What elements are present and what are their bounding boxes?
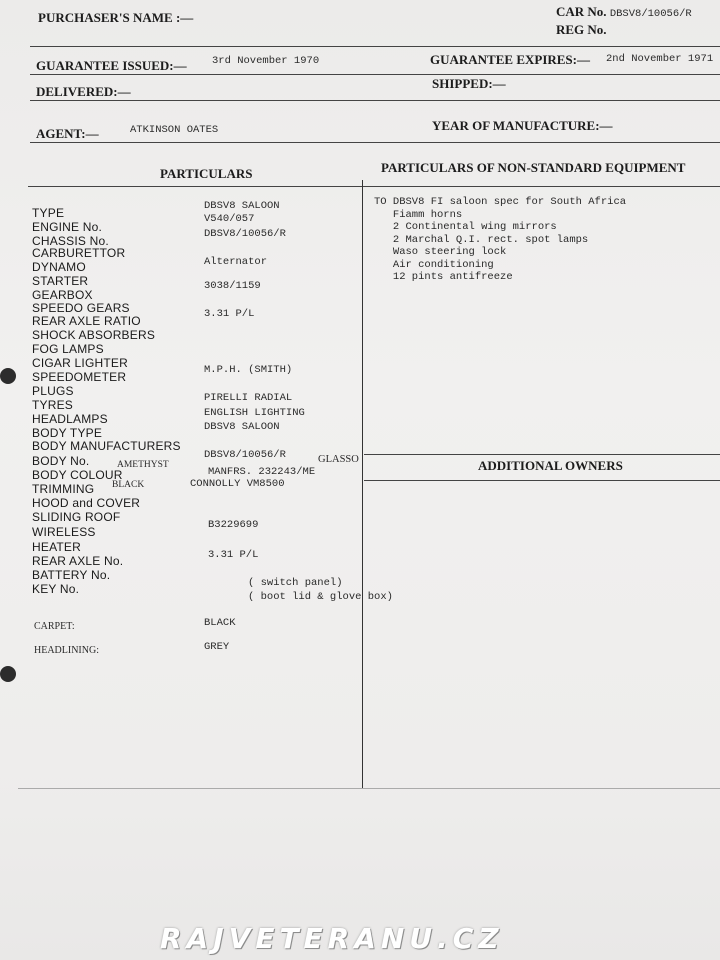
value-gearbox: 3038/1159 bbox=[204, 280, 261, 292]
car-no-value: DBSV8/10056/R bbox=[609, 8, 692, 20]
shipped-label: SHIPPED:— bbox=[432, 76, 506, 91]
rule-1 bbox=[30, 46, 720, 47]
value-engine-no: V540/057 bbox=[204, 213, 255, 225]
non-standard-line: TO DBSV8 FI saloon spec for South Africa bbox=[374, 196, 627, 208]
value-body-colour: MANFRS. 232243/ME bbox=[208, 466, 316, 478]
agent-label: AGENT:— bbox=[36, 126, 99, 141]
value-trimming-black: BLACK bbox=[112, 480, 145, 490]
additional-owners-rule-bottom bbox=[364, 480, 720, 481]
label-key-no: KEY No. bbox=[32, 582, 80, 596]
label-gearbox: GEARBOX bbox=[32, 288, 93, 302]
guarantee-issued-value: 3rd November 1970 bbox=[212, 55, 320, 67]
headlining-value: GREY bbox=[204, 641, 230, 653]
non-standard-list bbox=[374, 196, 626, 284]
label-type: TYPE bbox=[32, 206, 65, 220]
non-standard-line: Air conditioning bbox=[374, 258, 494, 271]
value-speedometer: M.P.H. (SMITH) bbox=[204, 364, 293, 376]
car-no-label-text: CAR No. bbox=[556, 4, 607, 19]
label-chassis-no: CHASSIS No. bbox=[32, 234, 109, 248]
value-rear-axle-ratio: 3.31 P/L bbox=[204, 308, 255, 320]
value-trimming: CONNOLLY VM8500 bbox=[190, 478, 285, 490]
non-standard-heading: PARTICULARS OF NON-STANDARD EQUIPMENT bbox=[381, 160, 686, 175]
purchaser-label: PURCHASER'S NAME :— bbox=[38, 10, 194, 25]
carpet-label: CARPET: bbox=[34, 621, 75, 632]
label-heater: HEATER bbox=[32, 540, 81, 554]
non-standard-line: 2 Marchal Q.I. rect. spot lamps bbox=[374, 233, 589, 246]
value-wireless: B3229699 bbox=[208, 519, 259, 531]
non-standard-line: Waso steering lock bbox=[374, 246, 507, 258]
label-tyres: TYRES bbox=[32, 398, 74, 412]
value-key-no-line1: ( switch panel) bbox=[248, 577, 343, 589]
label-body-no: BODY No. bbox=[32, 454, 90, 468]
reg-no-label: REG No. bbox=[556, 22, 607, 37]
form-bottom-rule bbox=[18, 788, 720, 789]
carpet-value: BLACK bbox=[204, 617, 236, 629]
label-rear-axle-no: REAR AXLE No. bbox=[32, 554, 124, 568]
guarantee-expires-value: 2nd November 1971 bbox=[606, 53, 714, 65]
value-dynamo: Alternator bbox=[204, 256, 268, 268]
additional-owners-heading: ADDITIONAL OWNERS bbox=[478, 458, 623, 473]
label-headlamps: HEADLAMPS bbox=[32, 412, 108, 426]
value-body-type: DBSV8 SALOON bbox=[204, 421, 280, 433]
label-body-colour: BODY COLOUR bbox=[32, 468, 123, 482]
label-cigar-lighter: CIGAR LIGHTER bbox=[32, 356, 128, 370]
delivered-label: DELIVERED:— bbox=[36, 84, 131, 99]
value-chassis-no: DBSV8/10056/R bbox=[204, 228, 286, 240]
year-of-manufacture-label: YEAR OF MANUFACTURE:— bbox=[432, 118, 613, 133]
column-divider bbox=[362, 180, 363, 788]
value-key-no-line2: ( boot lid & glove box) bbox=[248, 591, 393, 603]
rule-3 bbox=[30, 100, 720, 101]
agent-value: ATKINSON OATES bbox=[130, 124, 219, 136]
non-standard-line: 2 Continental wing mirrors bbox=[374, 221, 557, 233]
label-speedo-gears: SPEEDO GEARS bbox=[32, 301, 130, 315]
label-speedometer: SPEEDOMETER bbox=[32, 370, 127, 384]
binder-hole-icon bbox=[0, 368, 16, 384]
watermark: RAJVETERANU.CZ bbox=[160, 922, 504, 955]
value-type: DBSV8 SALOON bbox=[204, 200, 280, 212]
label-trimming: TRIMMING bbox=[32, 482, 95, 496]
label-engine-no: ENGINE No. bbox=[32, 220, 103, 234]
value-tyres: PIRELLI RADIAL bbox=[204, 392, 293, 404]
value-rear-axle-no: 3.31 P/L bbox=[208, 549, 259, 561]
guarantee-expires-label: GUARANTEE EXPIRES:— bbox=[430, 52, 590, 67]
particulars-heading: PARTICULARS bbox=[160, 166, 253, 181]
rule-4 bbox=[30, 142, 720, 143]
label-carburettor: CARBURETTOR bbox=[32, 246, 126, 260]
label-dynamo: DYNAMO bbox=[32, 260, 86, 274]
rule-2 bbox=[30, 74, 720, 75]
headlining-label: HEADLINING: bbox=[34, 645, 99, 656]
label-starter: STARTER bbox=[32, 274, 89, 288]
value-amethyst: AMETHYST bbox=[117, 460, 169, 470]
label-battery-no: BATTERY No. bbox=[32, 568, 111, 582]
label-body-type: BODY TYPE bbox=[32, 426, 103, 440]
label-plugs: PLUGS bbox=[32, 384, 74, 398]
label-hood-and-cover: HOOD and COVER bbox=[32, 496, 141, 510]
guarantee-issued-label: GUARANTEE ISSUED:— bbox=[36, 58, 187, 73]
non-standard-line: Fiamm horns bbox=[374, 208, 463, 221]
label-rear-axle-ratio: REAR AXLE RATIO bbox=[32, 314, 141, 328]
additional-owners-rule-top bbox=[364, 454, 720, 455]
value-headlamps: ENGLISH LIGHTING bbox=[204, 407, 305, 419]
binder-hole-icon bbox=[0, 666, 16, 682]
label-wireless: WIRELESS bbox=[32, 525, 96, 539]
car-no-label bbox=[556, 4, 692, 20]
label-sliding-roof: SLIDING ROOF bbox=[32, 510, 121, 524]
value-body-no: DBSV8/10056/R bbox=[204, 449, 286, 461]
rule-5 bbox=[28, 186, 720, 187]
label-body-manufacturers: BODY MANUFACTURERS bbox=[32, 439, 181, 453]
label-shock-absorbers: SHOCK ABSORBERS bbox=[32, 328, 156, 342]
non-standard-line: 12 pints antifreeze bbox=[374, 271, 513, 283]
label-fog-lamps: FOG LAMPS bbox=[32, 342, 104, 356]
value-glasso: GLASSO bbox=[318, 454, 359, 465]
